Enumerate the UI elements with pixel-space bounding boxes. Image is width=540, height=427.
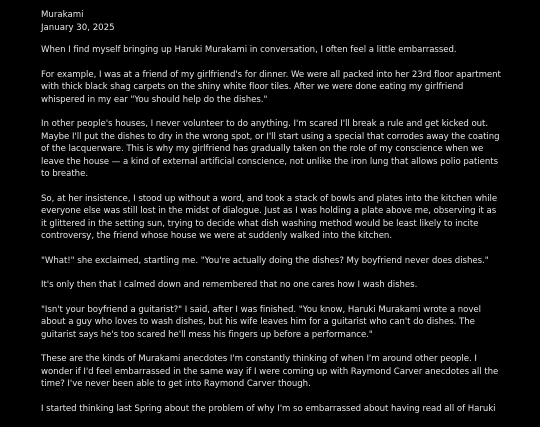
paragraph: When I find myself bringing up Haruki Murakami in conversation, I often feel a little embarrassed. [41, 45, 457, 55]
paragraph: "Isn't your boyfriend a guitarist?" I said, after I was finished. "You know, Haruki Murakami wrote a novel about a guy who loves to wash dishes, but his wife leaves him for a guitarist who can't do dishes. The guitarist says he's too scared he'll mess his fingers up before a performance." [41, 304, 481, 340]
paragraph: So, at her insistence, I stood up without a word, and took a stack of bowls and plates into the kitchen while everyone else was still lost in the midst of dialogue. Just as I was holding a plate above me, observing it as it glittered in the setting sun, trying to decide what dish washing method would be least likely to incite controversy, the friend whose house we were at suddenly walked into the kitchen. [41, 193, 498, 241]
paragraph: I started thinking last Spring about the problem of why I'm so embarrassed about having read all of Haruki [41, 403, 496, 414]
article [41, 9, 503, 427]
paragraph: For example, I was at a friend of my girlfriend's for dinner. We were all packed into her 23rd floor apartment with thick black shag carpets on the shiny white floor tiles. After we were done eating my girlfriend whispered in my ear "You should help do the dishes." [41, 69, 501, 105]
paragraph: These are the kinds of Murakami anecdotes I'm constantly thinking of when I'm around other people. I wonder if I'd feel embarrassed in the same way if I were coming up with Raymond Carver anecdotes all the time? I've never been able to get into Raymond Carver though. [41, 354, 499, 389]
paragraph: "What!" she exclaimed, startling me. "You're actually doing the dishes? My boyfriend never does dishes." [41, 255, 489, 266]
post-title: Murakami [41, 10, 84, 20]
post-date: January 30, 2025 [41, 22, 115, 33]
paragraph: In other people's houses, I never volunteer to do anything. I'm scared I'll break a rule and get kicked out. Maybe I'll put the dishes to dry in the wrong spot, or I'll start using a special that corrodes away the coating of the lacquerware. This is why my girlfriend has gradually taken on the role of my conscience when we leave the house — a kind of external artificial conscience, not unlike the iron lung that allows polio patients to breathe. [41, 119, 500, 179]
paragraph: It's only then that I calmed down and remembered that no one cares how I wash dishes. [41, 280, 418, 290]
